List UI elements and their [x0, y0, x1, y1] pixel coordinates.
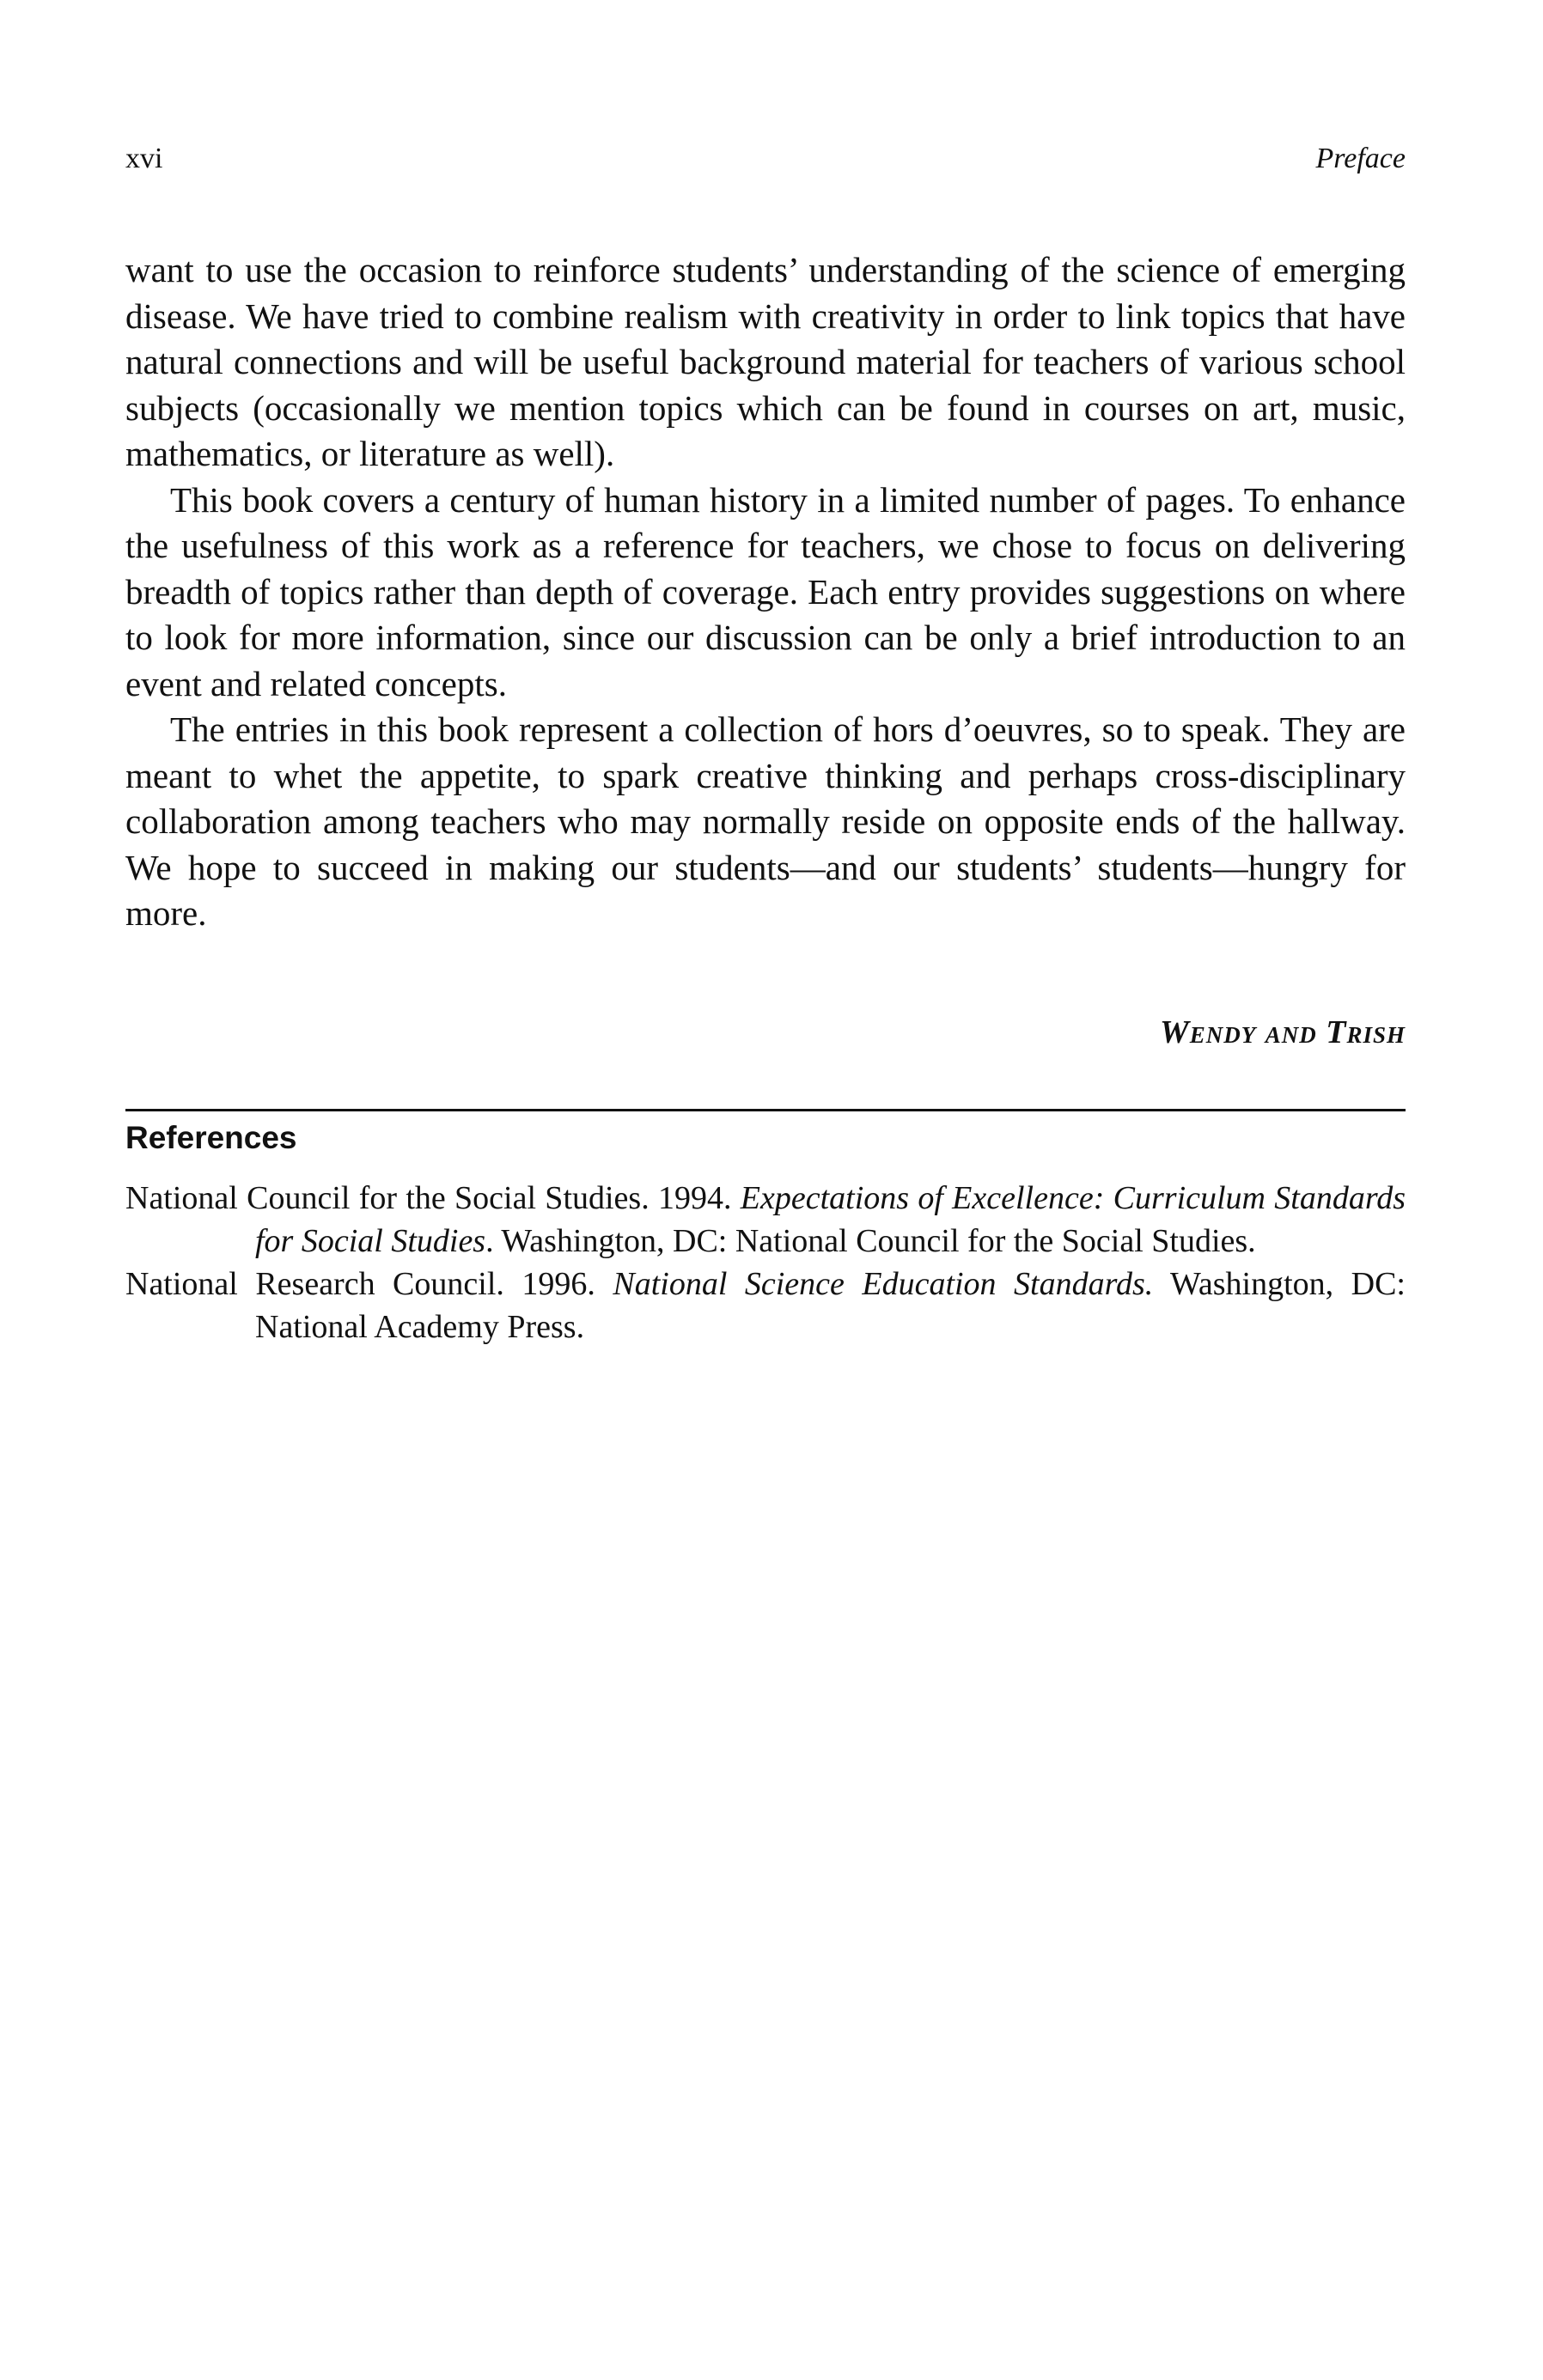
preface-body [125, 247, 1406, 937]
reference-publisher: Washington, DC: National Academy Press. [255, 1266, 1406, 1345]
references-heading: References [125, 1120, 297, 1155]
paragraph-1: want to use the occasion to reinforce students’ understanding of the science of emerging disease. We have tried to combine realism with creativity in order to link topics that have natural connections and will be useful background material for teachers of various school subjects (occasionally we mention topics which can be found in courses on art, music, mathematics, or literature as well). [125, 250, 1406, 473]
reference-authors-year: National Research Council. 1996. [125, 1266, 613, 1302]
reference-publisher: . Washington, DC: National Council for the Social Studies. [485, 1223, 1256, 1259]
reference-entry [125, 1263, 1406, 1348]
authors-signature: Wendy and Trish [1159, 1014, 1406, 1050]
section-divider [125, 1109, 1406, 1111]
references-list [125, 1177, 1406, 1348]
reference-authors-year: National Council for the Social Studies. 1994. [125, 1180, 741, 1216]
reference-entry [125, 1177, 1406, 1263]
paragraph-3: The entries in this book represent a collection of hors d’oeuvres, so to speak. They are meant to whet the appetite, to spark creative thinking and perhaps cross-disciplinary collaboration among teachers who may normally reside on opposite ends of the hallway. We hope to succeed in making our students—and our students’ students—hungry for more. [125, 709, 1406, 933]
paragraph-2: This book covers a century of human history in a limited number of pages. To enhance the usefulness of this work as a reference for teachers, we chose to focus on delivering breadth of topics rather than depth of coverage. Each entry provides suggestions on where to look for more information, since our discussion can be only a brief introduction to an event and related concepts. [125, 479, 1406, 703]
page-number: xvi [125, 143, 163, 174]
reference-title: Expectations of Excellence: Curriculum Standards for Social Studies [255, 1180, 1406, 1259]
section-title: Preface [1315, 143, 1406, 174]
reference-title: National Science Education Standards. [613, 1266, 1154, 1302]
running-head [125, 137, 1406, 180]
